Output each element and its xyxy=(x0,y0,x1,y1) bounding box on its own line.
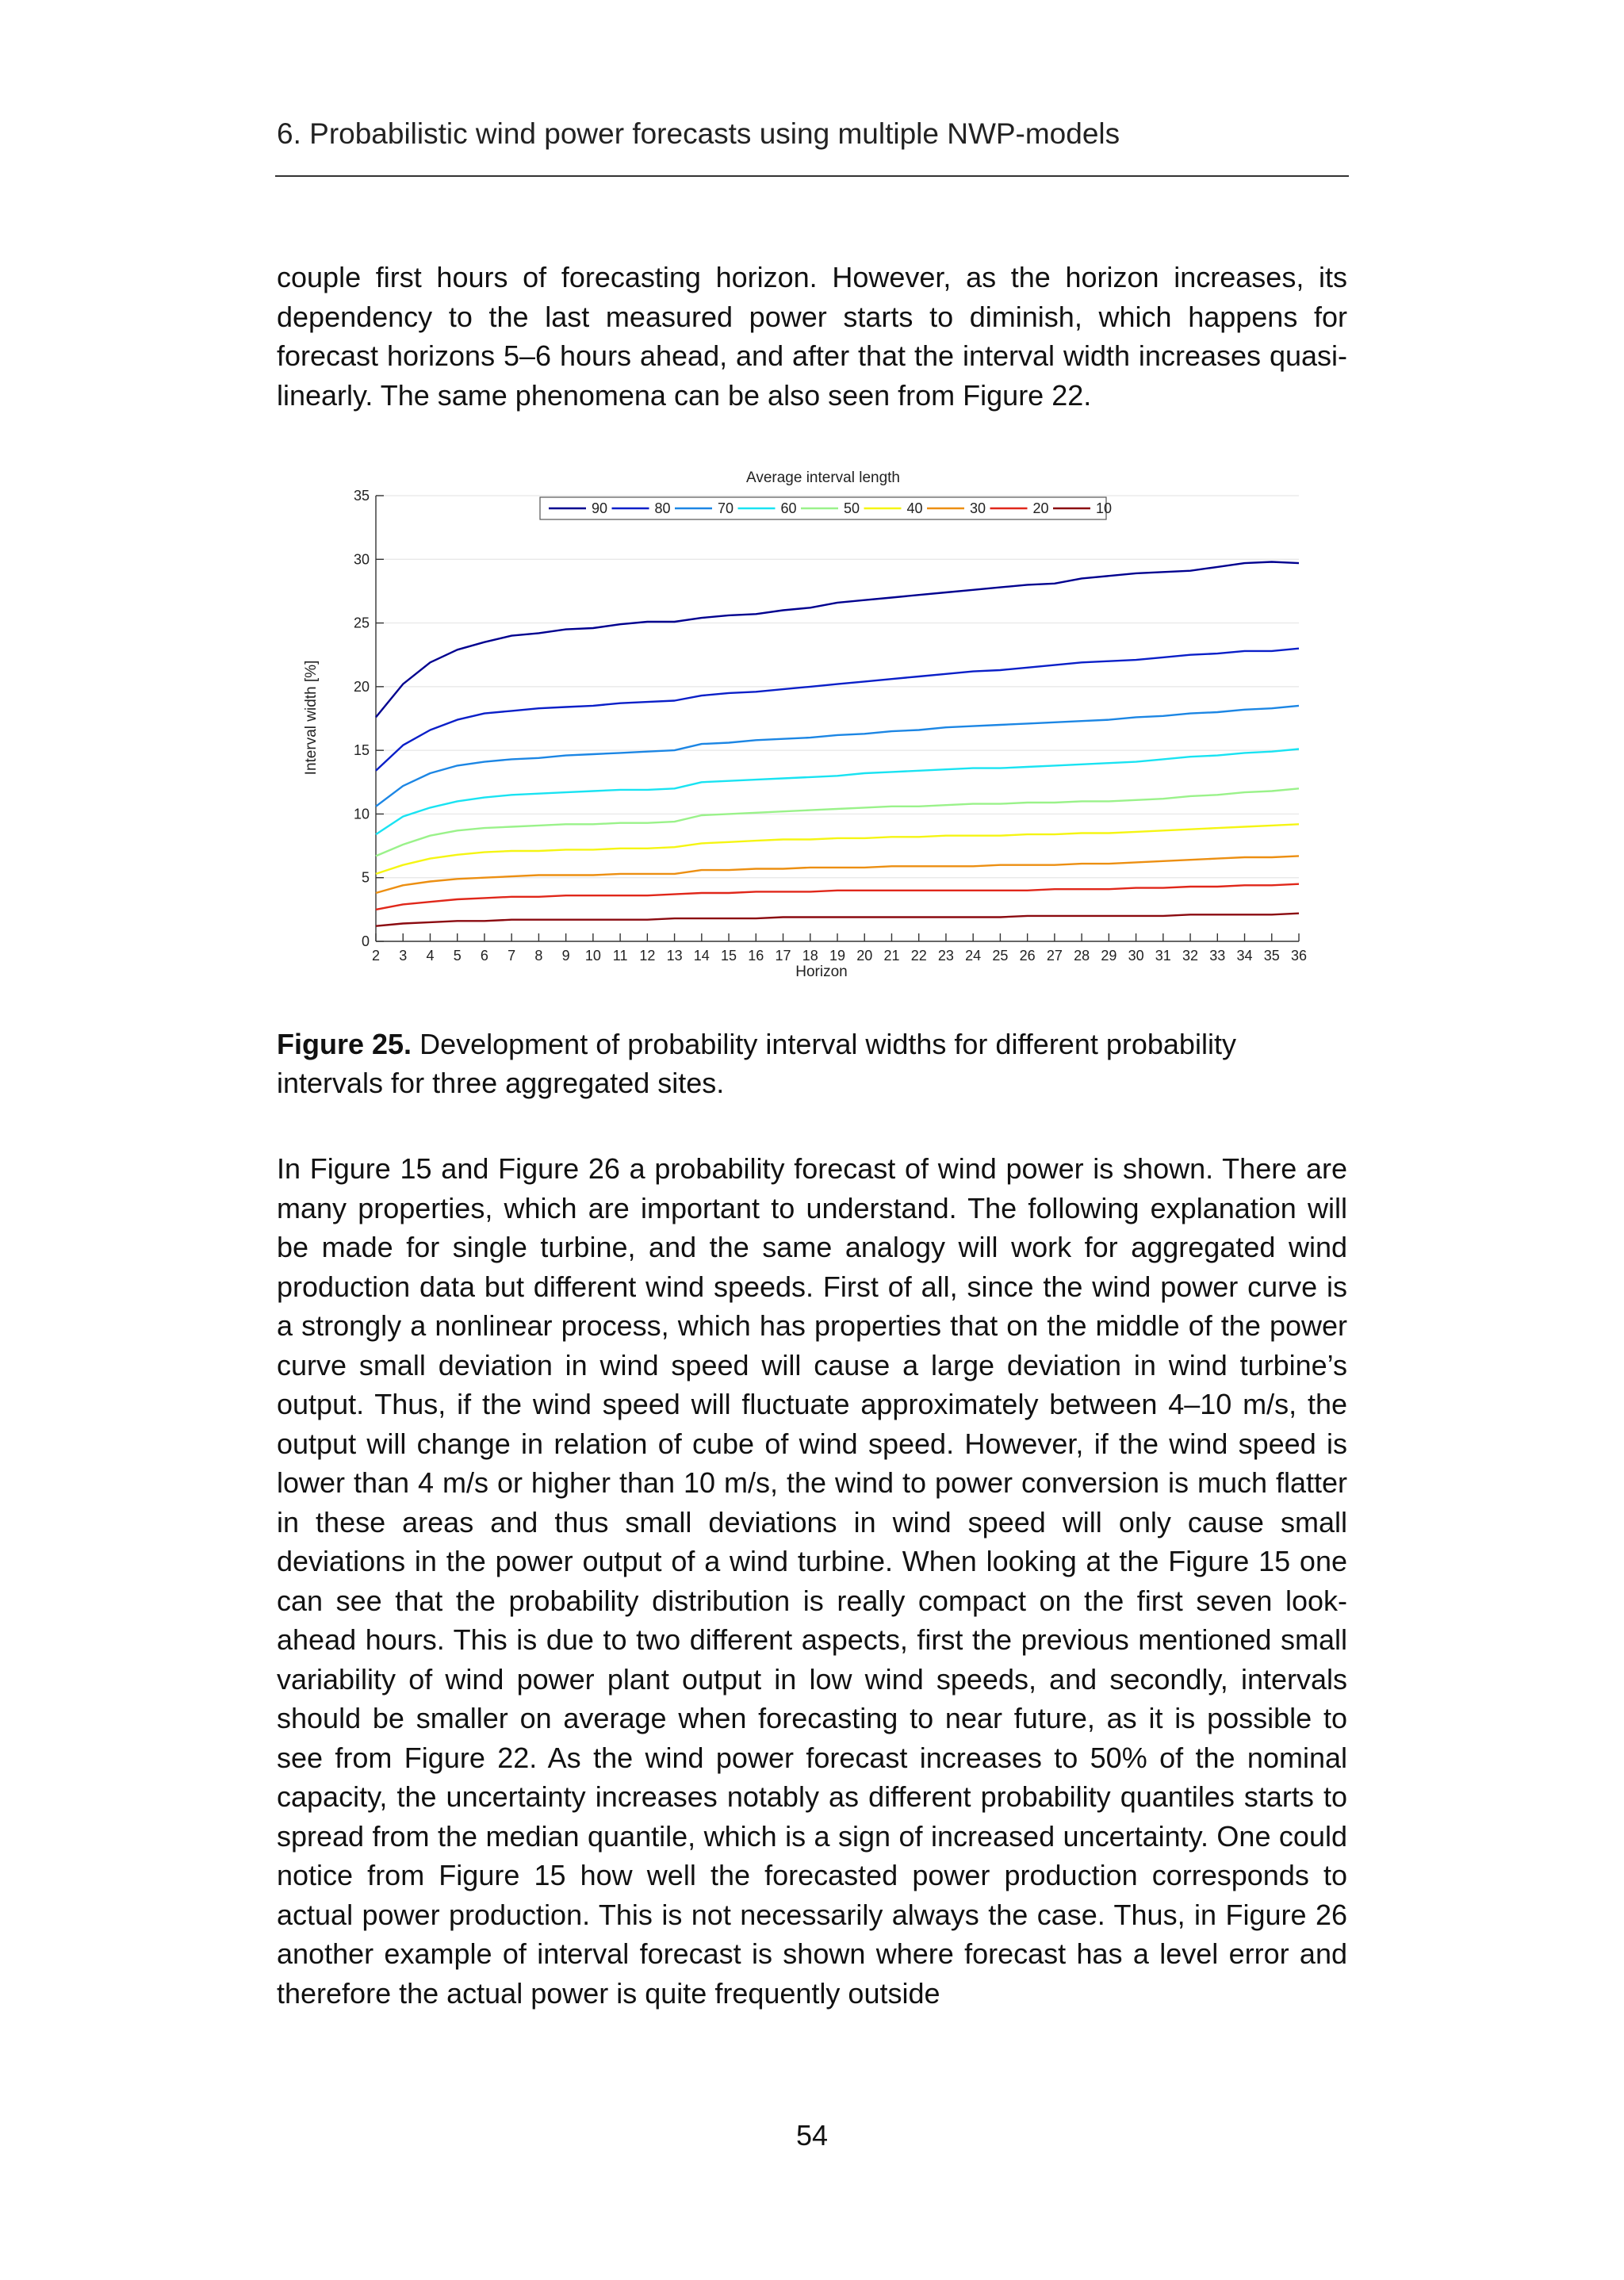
x-tick-label: 34 xyxy=(1236,948,1253,964)
legend-label-10: 10 xyxy=(1096,500,1113,516)
x-tick-label: 30 xyxy=(1128,948,1144,964)
legend-label-40: 40 xyxy=(906,500,923,516)
x-tick-label: 25 xyxy=(992,948,1009,964)
legend-label-50: 50 xyxy=(844,500,860,516)
x-tick-label: 29 xyxy=(1101,948,1117,964)
x-tick-label: 20 xyxy=(856,948,873,964)
x-tick-label: 21 xyxy=(883,948,900,964)
intro-paragraph: couple first hours of forecasting horizon. However, as the horizon increases, its dependency to the last measured power starts to diminish, which happens for forecast horizons 5–6 hours ahead, and after that the interval width increases quasi-linearly. The same phenomena can be also seen from Figure 22. xyxy=(277,261,1347,412)
y-tick-label: 20 xyxy=(353,678,370,695)
x-tick-label: 5 xyxy=(453,948,462,964)
figure-caption xyxy=(277,1025,1347,1102)
y-tick-label: 0 xyxy=(361,933,370,949)
legend-label-30: 30 xyxy=(970,500,986,516)
y-tick-label: 15 xyxy=(353,742,370,759)
x-tick-label: 12 xyxy=(639,948,656,964)
x-tick-label: 8 xyxy=(534,948,543,964)
y-tick-label: 30 xyxy=(353,551,370,568)
legend-label-90: 90 xyxy=(592,500,608,516)
series-line-90 xyxy=(376,562,1299,718)
series-line-70 xyxy=(376,706,1299,807)
x-tick-label: 22 xyxy=(910,948,927,964)
chart-title: Average interval length xyxy=(746,469,900,486)
interval-width-chart xyxy=(293,460,1324,991)
legend-label-60: 60 xyxy=(780,500,797,516)
x-tick-label: 6 xyxy=(480,948,488,964)
series-line-60 xyxy=(376,749,1299,835)
x-tick-label: 7 xyxy=(508,948,516,964)
x-tick-label: 14 xyxy=(693,948,710,964)
x-tick-label: 23 xyxy=(937,948,954,964)
x-tick-label: 4 xyxy=(426,948,435,964)
x-tick-label: 24 xyxy=(965,948,982,964)
y-tick-label: 10 xyxy=(353,806,370,822)
x-tick-label: 16 xyxy=(748,948,764,964)
y-tick-label: 35 xyxy=(353,488,370,504)
x-tick-label: 26 xyxy=(1019,948,1036,964)
x-tick-label: 17 xyxy=(775,948,791,964)
figure-25 xyxy=(293,460,1324,991)
x-tick-label: 35 xyxy=(1263,948,1280,964)
header-rule xyxy=(275,175,1349,177)
series-line-10 xyxy=(376,914,1299,926)
figure-caption-text: Development of probability interval widths for different probability intervals for three aggregated sites. xyxy=(277,1028,1236,1099)
x-tick-label: 9 xyxy=(561,948,570,964)
x-tick-label: 33 xyxy=(1209,948,1226,964)
main-paragraph: In Figure 15 and Figure 26 a probability forecast of wind power is shown. There are many properties, which are important to understand. The following explanation will be made for single turbine, and the same analogy will work for aggregated wind production data but different wind speeds. First of all, since the wind power curve is a strongly a nonlinear process, which has properties that on the middle of the power curve small deviation in wind speed will cause a large deviation in wind turbine’s output. Thus, if the wind speed will fluctuate approximately between 4–10 m/s, the output will change in relation of cube of wind speed. However, if the wind speed is lower than 4 m/s or higher than 10 m/s, the wind to power conversion is much flatter in these areas and thus small deviations in wind speed will only cause small deviations in the power output of a wind turbine. When looking at the Figure 15 one can see that the probability distribution is really compact on the first seven look-ahead hours. This is due to two different aspects, first the previous mentioned small variability of wind power plant output in low wind speeds, and secondly, intervals should be smaller on average when forecasting to near future, as it is possible to see from Figure 22. As the wind power forecast increases to 50% of the nominal capacity, the uncertainty increases notably as different probability quantiles starts to spread from the median quantile, which is a sign of increased uncertainty. One could notice from Figure 15 how well the forecasted power production corresponds to actual power production. This is not necessarily always the case. Thus, in Figure 26 another example of interval forecast is shown where forecast has a level error and therefore the actual power is quite frequently outside xyxy=(277,1152,1347,2010)
x-tick-label: 3 xyxy=(399,948,408,964)
legend-label-80: 80 xyxy=(654,500,671,516)
chart-legend xyxy=(540,497,1112,519)
x-tick-label: 31 xyxy=(1155,948,1171,964)
x-tick-label: 36 xyxy=(1290,948,1308,964)
y-tick-label: 25 xyxy=(353,615,370,631)
x-tick-label: 13 xyxy=(666,948,683,964)
x-tick-label: 10 xyxy=(584,948,601,964)
x-tick-label: 11 xyxy=(612,948,628,964)
x-tick-label: 15 xyxy=(721,948,737,964)
page-number: 54 xyxy=(795,2119,829,2152)
x-tick-label: 2 xyxy=(371,948,381,964)
series-line-80 xyxy=(376,649,1299,771)
x-tick-label: 18 xyxy=(802,948,818,964)
y-axis-label: Interval width [%] xyxy=(303,660,320,776)
y-tick-label: 5 xyxy=(361,869,370,886)
legend-label-20: 20 xyxy=(1032,500,1049,516)
x-tick-label: 19 xyxy=(829,948,846,964)
running-header: 6. Probabilistic wind power forecasts using multiple NWP-models xyxy=(277,117,1120,150)
x-tick-label: 28 xyxy=(1074,948,1090,964)
legend-label-70: 70 xyxy=(718,500,734,516)
x-axis-label: Horizon xyxy=(795,964,848,980)
x-tick-label: 32 xyxy=(1182,948,1199,964)
series-line-40 xyxy=(376,824,1299,874)
series-line-20 xyxy=(376,884,1299,910)
series-line-50 xyxy=(376,788,1299,856)
figure-label: Figure 25. xyxy=(277,1028,412,1060)
x-tick-label: 27 xyxy=(1046,948,1063,964)
